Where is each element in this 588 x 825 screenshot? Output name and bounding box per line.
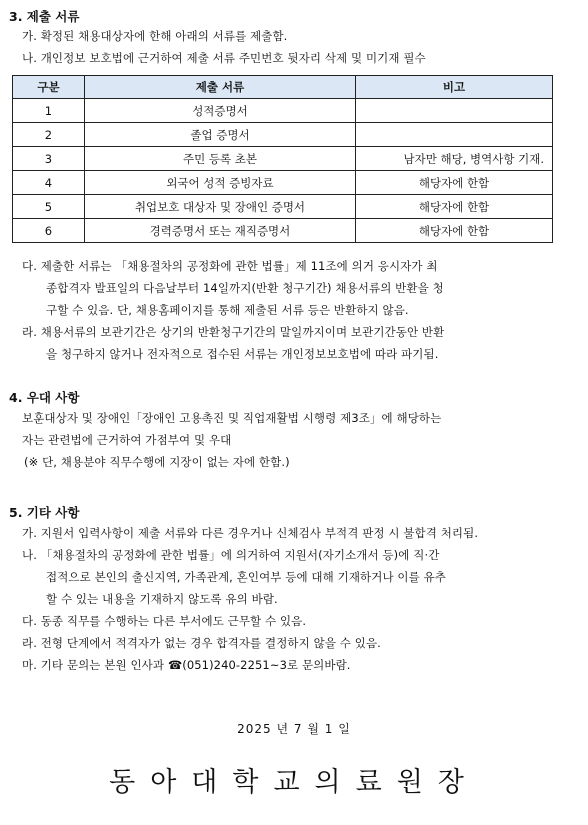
- row-number: 4: [13, 171, 85, 195]
- row-document: 성적증명서: [84, 99, 355, 123]
- row-remarks: 해당자에 한함: [356, 219, 553, 243]
- row-document: 졸업 증명서: [84, 123, 355, 147]
- section-5-item-ga: 가. 지원서 입력사항이 제출 서류와 다른 경우거나 신체검사 부적격 판정 시 불합격 처리됨.: [22, 526, 479, 540]
- row-number: 3: [13, 147, 85, 171]
- row-document: 취업보호 대상자 및 장애인 증명서: [84, 195, 355, 219]
- section-3-item-na: 나. 개인정보 보호법에 근거하여 제출 서류 주민번호 뒷자리 삭제 및 미기재 필수: [22, 51, 426, 65]
- section-5-item-na-line-1: 나. 「채용절차의 공정화에 관한 법률」에 의거하여 지원서(자기소개서 등)에 직·간: [22, 548, 440, 562]
- section-4-title: 4. 우대 사항: [9, 390, 80, 405]
- table-row: [13, 219, 553, 243]
- table-row: [13, 147, 553, 171]
- section-5-item-na-line-2: 접적으로 본인의 출신지역, 가족관계, 혼인여부 등에 대해 기재하거나 이를 유추: [46, 570, 446, 584]
- row-number: 6: [13, 219, 85, 243]
- row-document: 경력증명서 또는 재직증명서: [84, 219, 355, 243]
- row-remarks: 해당자에 한함: [356, 171, 553, 195]
- row-number: 1: [13, 99, 85, 123]
- table-row: [13, 171, 553, 195]
- section-4-line-1: 보훈대상자 및 장애인「장애인 고용촉진 및 직업재활법 시행령 제3조」에 해당하는: [22, 411, 442, 425]
- row-remarks: 남자만 해당, 병역사항 기재.: [356, 147, 553, 171]
- row-document: 주민 등록 초본: [84, 147, 355, 171]
- section-4-line-3: (※ 단, 채용분야 직무수행에 지장이 없는 자에 한함.): [24, 455, 290, 469]
- row-remarks: [356, 99, 553, 123]
- section-3-item-ga: 가. 확정된 채용대상자에 한해 아래의 서류를 제출함.: [22, 29, 288, 43]
- section-5-item-ra: 라. 전형 단계에서 적격자가 없는 경우 합격자를 결정하지 않을 수 있음.: [22, 636, 381, 650]
- row-number: 2: [13, 123, 85, 147]
- section-3-item-ra-line-1: 라. 채용서류의 보관기간은 상기의 반환청구기간의 말일까지이며 보관기간동안 반환: [22, 325, 445, 339]
- row-number: 5: [13, 195, 85, 219]
- documents-table: [12, 75, 553, 243]
- issue-date: 2025 년 7 월 1 일: [237, 722, 351, 736]
- table-row: [13, 99, 553, 123]
- header-category: 구분: [13, 76, 85, 99]
- table-header-row: [13, 76, 553, 99]
- table-row: [13, 123, 553, 147]
- section-3-title: 3. 제출 서류: [9, 9, 80, 24]
- issuer-signature-line: 동아대학교의료원장: [109, 767, 479, 798]
- row-remarks: [356, 123, 553, 147]
- row-remarks: 해당자에 한함: [356, 195, 553, 219]
- row-document: 외국어 성적 증빙자료: [84, 171, 355, 195]
- header-remarks: 비고: [356, 76, 553, 99]
- section-5-title: 5. 기타 사항: [9, 505, 80, 520]
- section-5-item-ma: 마. 기타 문의는 본원 인사과 ☎(051)240-2251~3로 문의바람.: [22, 658, 351, 672]
- section-3-item-da-line-2: 종합격자 발표일의 다음날부터 14일까지(반환 청구기간) 채용서류의 반환을 청: [46, 281, 444, 295]
- section-5-item-da: 다. 동종 직무를 수행하는 다른 부서에도 근무할 수 있음.: [22, 614, 307, 628]
- table-row: [13, 195, 553, 219]
- section-5-item-na-line-3: 할 수 있는 내용을 기재하지 않도록 유의 바람.: [46, 592, 278, 606]
- section-4-line-2: 자는 관련법에 근거하여 가점부여 및 우대: [22, 433, 232, 447]
- section-3-item-da-line-1: 다. 제출한 서류는 「채용절차의 공정화에 관한 법률」제 11조에 의거 응시자가 최: [22, 259, 438, 273]
- section-3-item-ra-line-2: 을 청구하지 않거나 전자적으로 접수된 서류는 개인정보보호법에 따라 파기됨.: [46, 347, 439, 361]
- header-document: 제출 서류: [84, 76, 355, 99]
- section-3-item-da-line-3: 구할 수 있음. 단, 채용홈페이지를 통해 제출된 서류 등은 반환하지 않음.: [46, 303, 409, 317]
